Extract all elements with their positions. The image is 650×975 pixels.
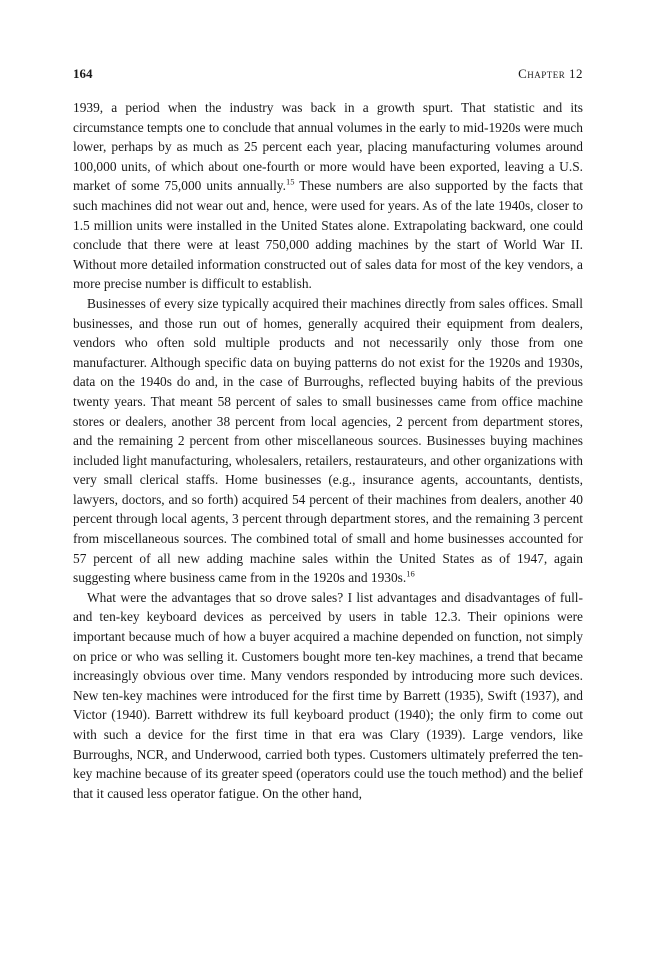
paragraph-3 — [73, 588, 583, 804]
chapter-heading: Chapter 12 — [518, 66, 583, 81]
paragraph-2 — [73, 294, 583, 588]
footnote-marker-15: 15 — [285, 176, 295, 187]
body-text — [73, 98, 583, 803]
footnote-marker-16: 16 — [406, 568, 415, 579]
paragraph-1 — [73, 98, 583, 294]
paragraph-2-text: Businesses of every size typically acquired their machines directly from sales offices. Small businesses, and those run out of homes, generally acquired their equipment from dealers, vendors who often sold multiple products and not necessarily only those from one manufacturer. Although specific data on buying patterns do not exist for the 1920s and 1930s, data on the 1940s do and, in the case of Burroughs, reflected buying habits of the previous twenty years. That meant 58 percent of sales to small businesses came from office machine stores or dealers, another 38 percent from local agencies, 2 percent from department stores, and the remaining 2 percent from other miscellaneous sources. Businesses buying machines included light manufacturing, wholesalers, retailers, restaurateurs, and other organizations with very small clerical staffs. Home businesses (e.g., insurance agents, accountants, dentists, lawyers, doctors, and so forth) acquired 54 percent of their machines from dealers, another 40 percent through local agents, 3 percent through department stores, and the remaining 3 percent from miscellaneous sources. The combined total of small and home businesses accounted for 57 percent of all new adding machine sales within the United States as of 1947, again suggesting where business came from in the 1920s and 1930s. — [73, 295, 583, 586]
paragraph-1-text-b: These numbers are also supported by the facts that such machines did not wear out and, hence, were used for years. As of the late 1940s, closer to 1.5 million units were installed in the United States alone. Extrapolating backward, one could conclude that there were at least 750,000 adding machines by the start of World War II. Without more detailed information constructed out of sales data for most of the key vendors, a more precise number is difficult to establish. — [73, 178, 583, 292]
book-page — [73, 66, 583, 803]
page-number: 164 — [73, 66, 93, 81]
running-head — [73, 66, 583, 88]
paragraph-1-text-a: 1939, a period when the industry was back in a growth spurt. That statistic and its circumstance tempts one to conclude that annual volumes in the early to mid-1920s were much lower, perhaps by as much as 25 percent each year, placing manufacturing volumes around 100,000 units, of which about one-fourth or more would have been exported, leaving a U.S. market of some 75,000 units annually. — [73, 100, 583, 194]
paragraph-3-text: What were the advantages that so drove sales? I list advantages and disadvantages of full- and ten-key keyboard devices as perceived by users in table 12.3. Their opinions were important because much of how a buyer acquired a machine depended on function, not simply on price or who was selling it. Customers bought more ten-key machines, a trend that became increasingly obvious over time. Many vendors responded by introducing more such devices. New ten-key machines were introduced for the first time by Barrett (1935), Swift (1937), and Victor (1940). Barrett withdrew its full keyboard product (1940); the only firm to come out with such a device for the first time in that era was Clary (1939). Large vendors, like Burroughs, NCR, and Underwood, carried both types. Customers ultimately preferred the ten-key machine because of its greater speed (operators could use the touch method) and the belief that it caused less operator fatigue. On the other hand, — [73, 589, 583, 801]
